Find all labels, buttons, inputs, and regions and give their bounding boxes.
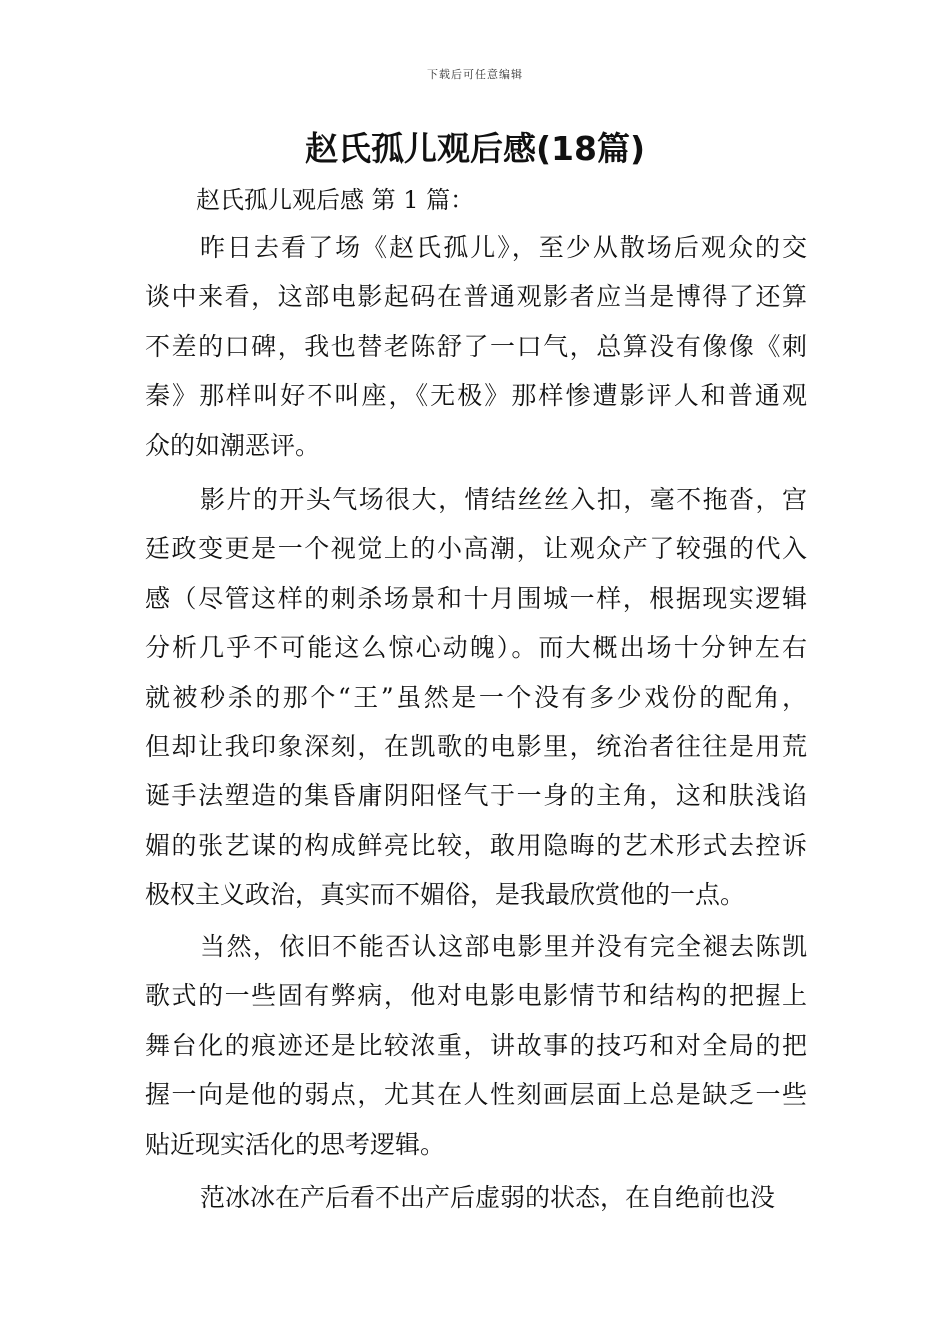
text-line: 分析几乎不可能这么惊心动魄）。而大概出场十分钟左右	[145, 633, 807, 663]
text-line: 媚的张艺谋的构成鲜亮比较，敢用隐晦的艺术形式去控诉	[145, 830, 807, 860]
text-line: 舞台化的痕迹还是比较浓重，讲故事的技巧和对全局的把	[145, 1030, 807, 1060]
paragraph-3	[145, 922, 807, 1169]
text-line: 当然，依旧不能否认这部电影里并没有完全褪去陈凯	[200, 932, 807, 961]
section-heading: 赵氏孤儿观后感 第 1 篇：	[196, 186, 475, 214]
paragraph-1	[145, 223, 807, 470]
text-line: 谈中来看，这部电影起码在普通观影者应当是博得了还算	[145, 282, 807, 312]
text-line: 秦》那样叫好不叫座，《无极》那样惨遭影评人和普通观	[145, 381, 807, 411]
text-line: 就被秒杀的那个“王”虽然是一个没有多少戏份的配角，	[145, 682, 807, 712]
text-line: 极权主义政治，真实而不媚俗，是我最欣赏他的一点。	[145, 880, 746, 910]
text-line: 握一向是他的弱点，尤其在人性刻画层面上总是缺乏一些	[145, 1080, 807, 1110]
text-line: 诞手法塑造的集昏庸阴阳怪气于一身的主角，这和肤浅谄	[145, 781, 807, 811]
text-line: 廷政变更是一个视觉上的小高潮，让观众产了较强的代入	[145, 534, 807, 564]
page-title: 赵氏孤儿观后感(18篇)	[304, 129, 646, 168]
text-line: 但却让我印象深刻，在凯歌的电影里，统治者往往是用荒	[145, 731, 807, 761]
text-line: 歌式的一些固有弊病，他对电影电影情节和结构的把握上	[145, 981, 807, 1011]
header-note: 下载后可任意编辑	[427, 68, 523, 81]
paragraph-4	[145, 1173, 807, 1222]
text-line: 范冰冰在产后看不出产后虚弱的状态，在自绝前也没	[200, 1183, 776, 1212]
paragraph-2	[145, 475, 807, 920]
text-line: 众的如潮恶评。	[145, 430, 321, 460]
text-line: 贴近现实活化的思考逻辑。	[145, 1129, 446, 1159]
text-line: 影片的开头气场很大，情结丝丝入扣，毫不拖沓，宫	[200, 485, 807, 514]
text-line: 感（尽管这样的刺杀场景和十月围城一样，根据现实逻辑	[145, 583, 807, 613]
text-line: 昨日去看了场《赵氏孤儿》，至少从散场后观众的交	[200, 233, 807, 262]
text-line: 不差的口碑，我也替老陈舒了一口气，总算没有像像《刺	[145, 331, 807, 361]
